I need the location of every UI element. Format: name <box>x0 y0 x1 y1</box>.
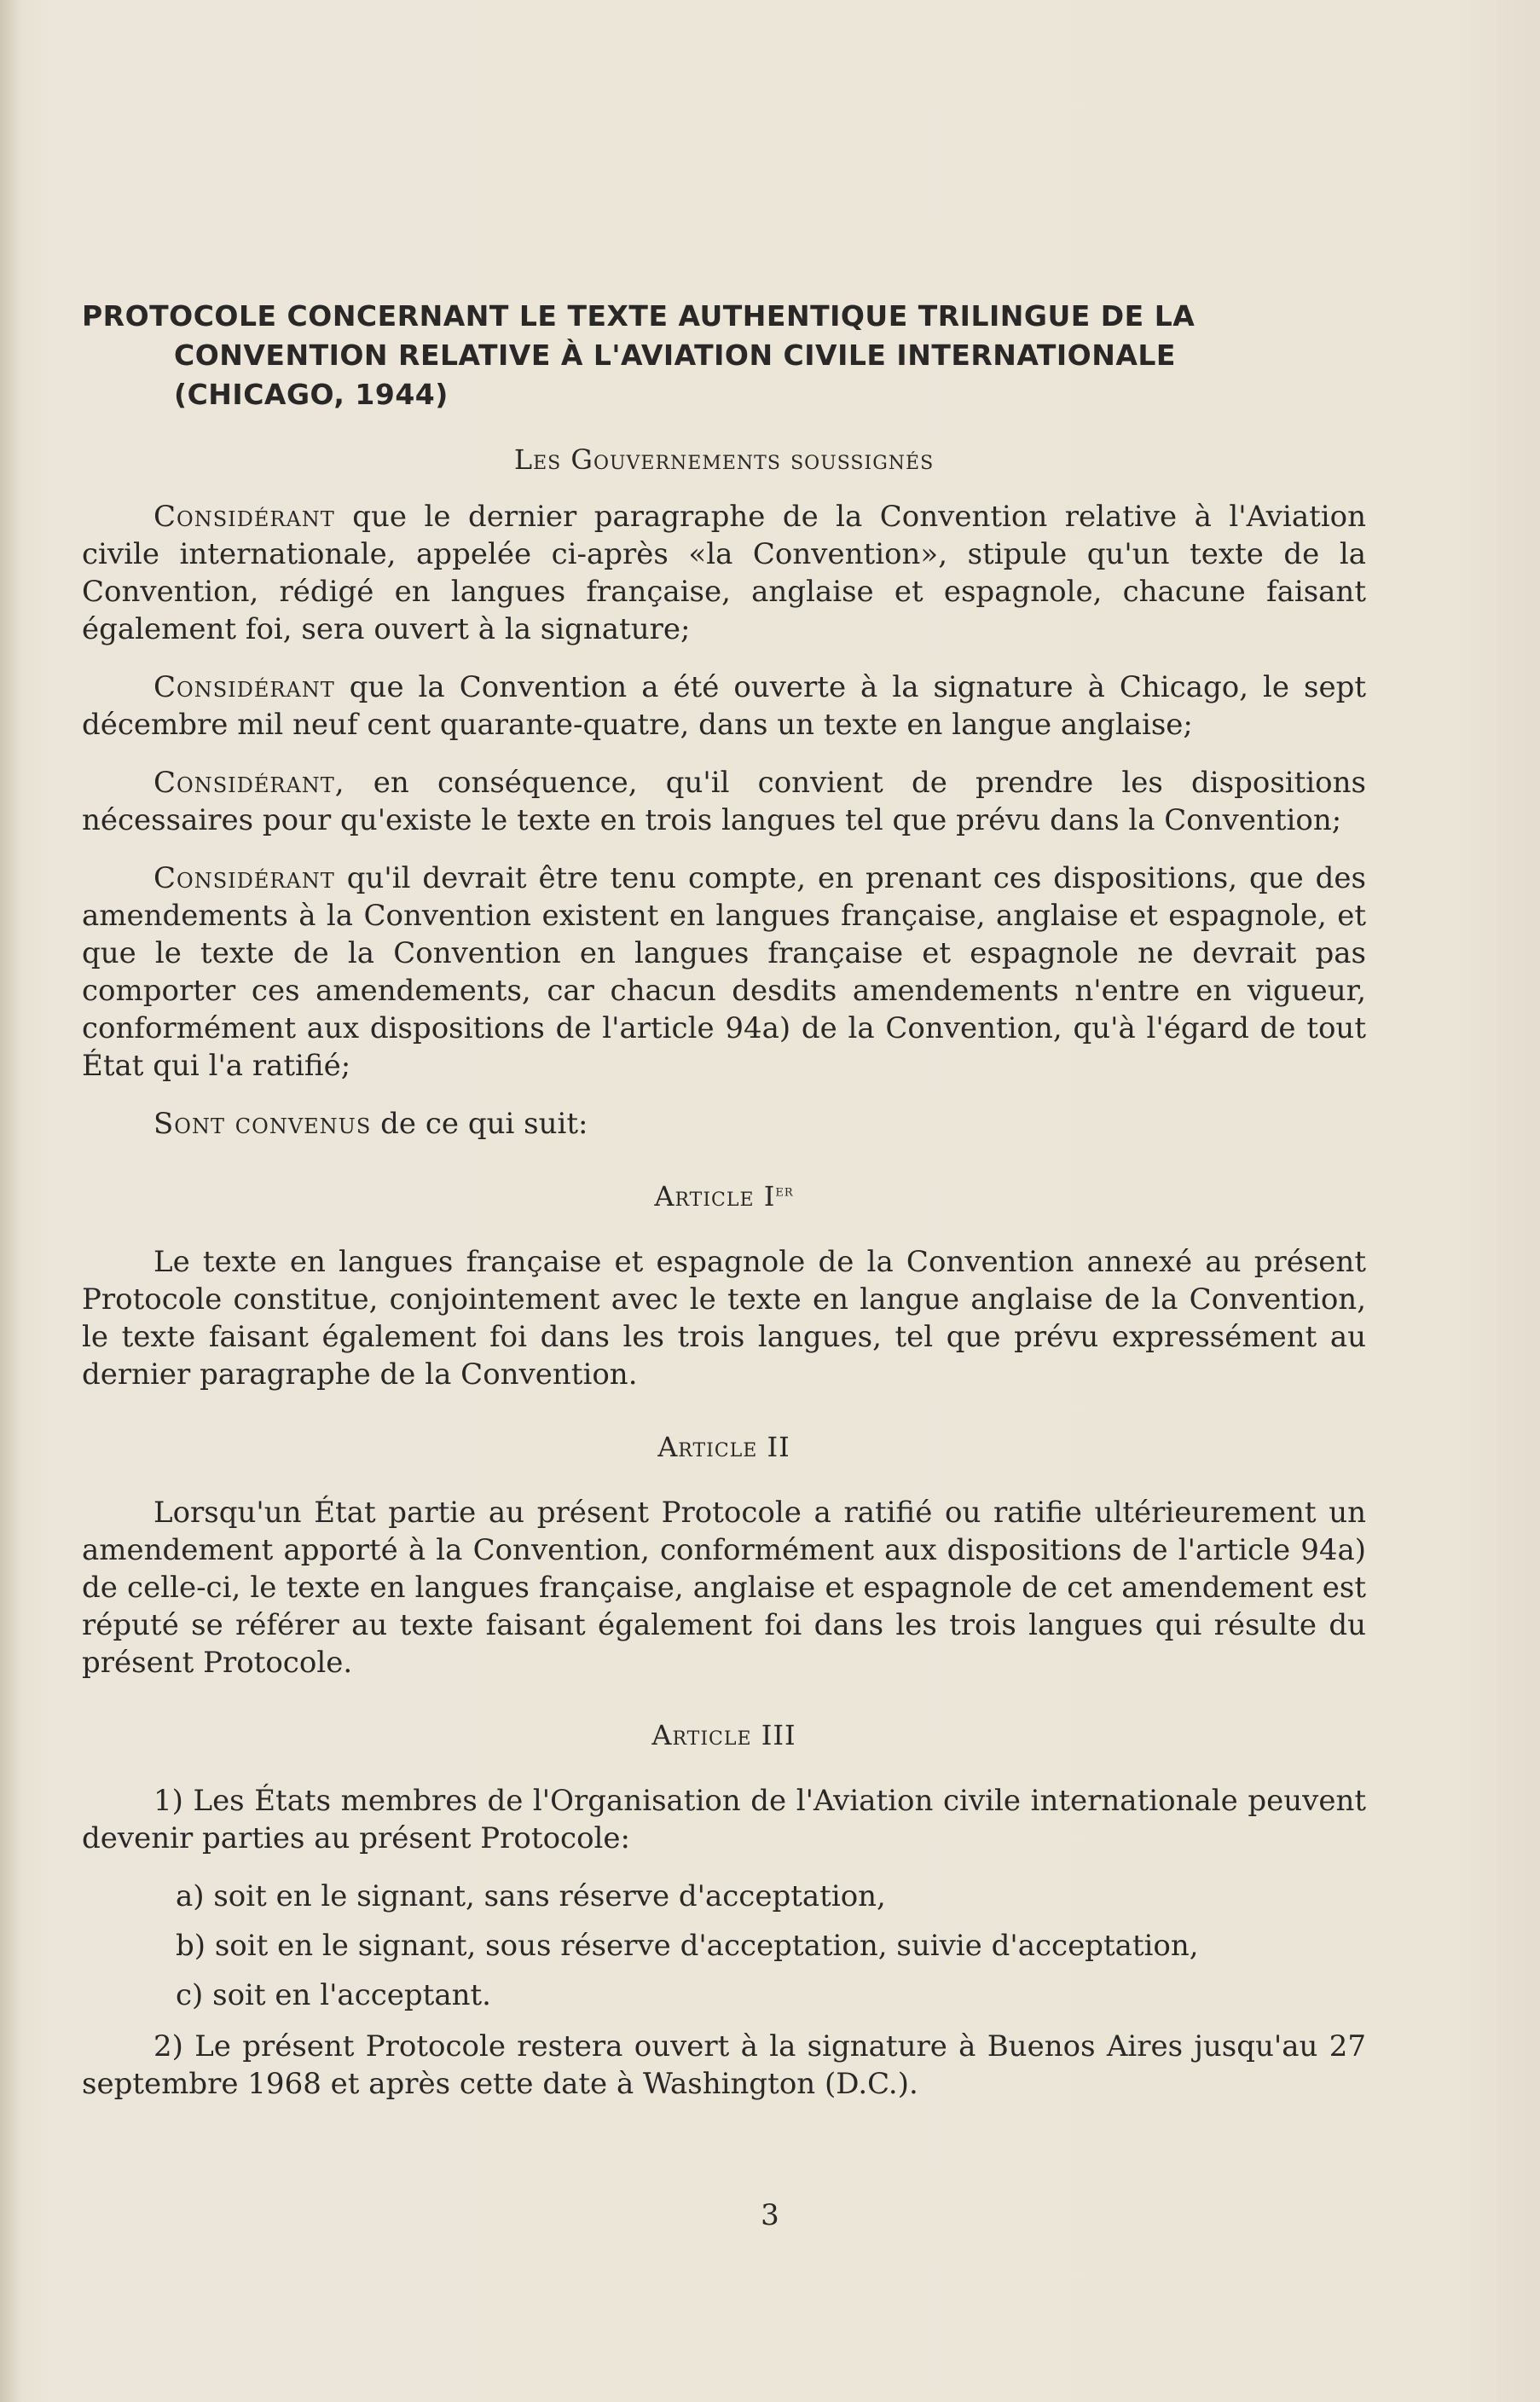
preamble-paragraph-5 <box>82 1105 1366 1143</box>
paragraph-lead: Considérant <box>153 861 335 895</box>
document-body <box>82 297 1366 2123</box>
article-3-item-a: a) soit en le signant, sans réserve d'acceptation, <box>176 1879 886 1913</box>
preamble-paragraph-3 <box>82 764 1366 839</box>
page-spine-shadow <box>0 0 22 2402</box>
paragraph-text: de ce qui suit: <box>371 1107 588 1141</box>
document-subtitle: Les Gouvernements soussignés <box>513 443 935 476</box>
paragraph-lead: Sont convenus <box>153 1107 372 1141</box>
article-3-item-b: b) soit en le signant, sous réserve d'acceptation, suivie d'acceptation, <box>176 1929 1199 1963</box>
paragraph-lead: Considérant, <box>153 766 345 800</box>
preamble-paragraph-1 <box>82 498 1366 648</box>
article-3-paragraph-1: 1) Les États membres de l'Organisation de l'Aviation civile internationale peuvent devenir parties au présent Protocole: <box>82 1784 1366 1855</box>
paragraph-lead: Considérant <box>153 500 335 534</box>
article-1-text: Le texte en langues française et espagnole de la Convention annexé au présent Protocole constitue, conjointement avec le texte en langue anglaise de la Convention, le texte faisant également foi dans les trois langues, tel que prévu expressément au dernier paragraphe de la Convention. <box>82 1245 1366 1392</box>
page-number: 3 <box>761 2198 779 2232</box>
title-line-1: PROTOCOLE CONCERNANT LE TEXTE AUTHENTIQUE TRILINGUE DE LA <box>82 299 1196 333</box>
paragraph-lead: Considérant <box>153 670 335 704</box>
article-3-item-c: c) soit en l'acceptant. <box>176 1978 491 2012</box>
preamble-paragraph-2 <box>82 669 1366 744</box>
article-3-heading: Article III <box>651 1719 796 1751</box>
paragraph-text: qu'il devrait être tenu compte, en prenant ces dispositions, que des amendements à la Convention existent en langues française, anglaise et espagnole, et que le texte de la Convention en langues française et espagnole ne devrait pas comporter ces amendements, car chacun desdits amendements n'entre en vigueur, conformément aux dispositions de l'article 94a) de la Convention, qu'à l'égard de tout État qui l'a ratifié; <box>82 861 1366 1083</box>
paragraph-text: en conséquence, qu'il convient de prendre les dispositions nécessaires pour qu'existe le texte en trois langues tel que prévu dans la Convention; <box>82 766 1366 837</box>
title-line-2: CONVENTION RELATIVE À L'AVIATION CIVILE INTERNATIONALE <box>174 339 1176 372</box>
article-2-text: Lorsqu'un État partie au présent Protocole a ratifié ou ratifie ultérieurement un amendement apporté à la Convention, conformément aux dispositions de l'article 94a) de celle-ci, le texte en langues française, anglaise et espagnole de cet amendement est réputé se référer au texte faisant également foi dans les trois langues qui résulte du présent Protocole. <box>82 1496 1366 1680</box>
article-2-heading: Article II <box>657 1431 790 1463</box>
article-1-heading-text: Article I <box>654 1180 776 1213</box>
paragraph-text: que la Convention a été ouverte à la signature à Chicago, le sept décembre mil neuf cent quarante-quatre, dans un texte en langue anglaise; <box>82 670 1366 742</box>
title-line-3: (CHICAGO, 1944) <box>174 378 449 411</box>
preamble-paragraph-4 <box>82 860 1366 1085</box>
article-3-paragraph-2: 2) Le présent Protocole restera ouvert à la signature à Buenos Aires jusqu'au 27 septembre 1968 et après cette date à Washington (D.C.). <box>82 2029 1366 2101</box>
article-1-heading <box>82 1180 1366 1213</box>
document-title <box>82 297 1366 414</box>
article-1-heading-sup: er <box>775 1182 794 1201</box>
paragraph-text: que le dernier paragraphe de la Convention relative à l'Aviation civile internationale, appelée ci-après «la Convention», stipule qu'un texte de la Convention, rédigé en langues française, anglaise et espagnole, chacune faisant également foi, sera ouvert à la signature; <box>82 500 1366 646</box>
